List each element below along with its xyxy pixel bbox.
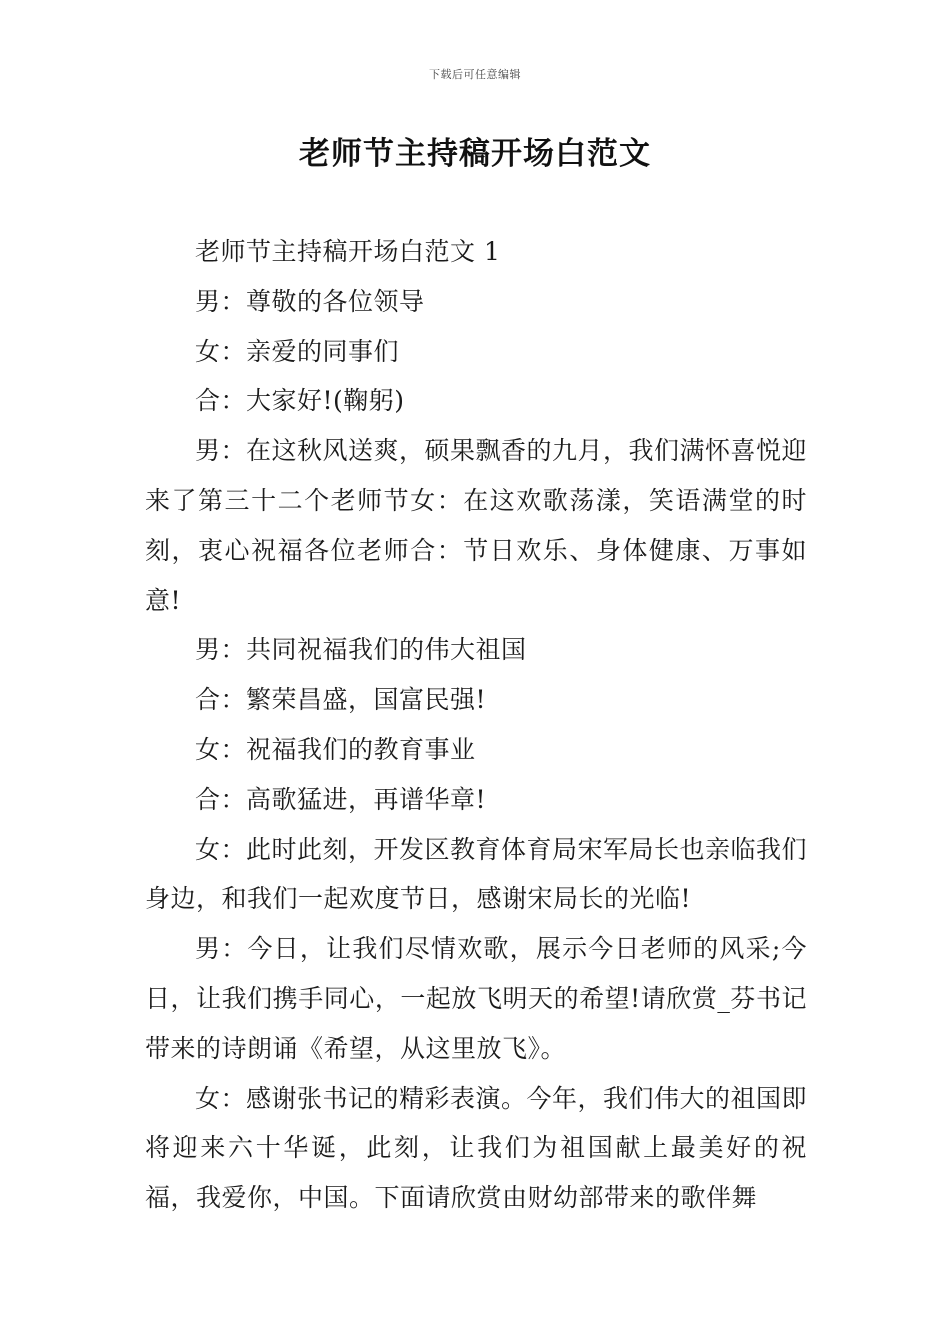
- paragraph: 合：大家好!(鞠躬): [195, 386, 405, 416]
- paragraph: 男：在这秋风送爽，硕果飘香的九月，我们满怀喜悦迎来了第三十二个老师节女：在这欢歌荡漾，笑语满堂的时刻，衷心祝福各位老师合：节日欢乐、身体健康、万事如意!: [145, 436, 808, 615]
- paragraph: 男：今日，让我们尽情欢歌，展示今日老师的风采;今日，让我们携手同心，一起放飞明天的希望!请欣赏_芬书记带来的诗朗诵《希望，从这里放飞》。: [145, 934, 807, 1063]
- paragraph: 男：共同祝福我们的伟大祖国: [195, 635, 527, 665]
- paragraph: 女：祝福我们的教育事业: [195, 734, 476, 764]
- paragraph: 女：感谢张书记的精彩表演。今年，我们伟大的祖国即将迎来六十华诞，此刻，让我们为祖国献上最美好的祝福，我爱你，中国。下面请欣赏由财幼部带来的歌伴舞: [145, 1083, 808, 1213]
- paragraph: 女：亲爱的同事们: [195, 336, 400, 366]
- paragraph: 女：此时此刻，开发区教育体育局宋军局长也亲临我们身边，和我们一起欢度节日，感谢宋局长的光临!: [145, 834, 808, 914]
- document-title: 老师节主持稿开场白范文: [299, 136, 651, 172]
- header-note: 下载后可任意编辑: [429, 68, 521, 81]
- document-body: [145, 227, 807, 1223]
- paragraph: 合：繁荣昌盛，国富民强!: [195, 685, 487, 715]
- paragraph: 男：尊敬的各位领导: [195, 286, 425, 316]
- paragraph: 合：高歌猛进，再谱华章!: [195, 784, 487, 814]
- paragraph-subtitle: 老师节主持稿开场白范文 1: [195, 237, 501, 266]
